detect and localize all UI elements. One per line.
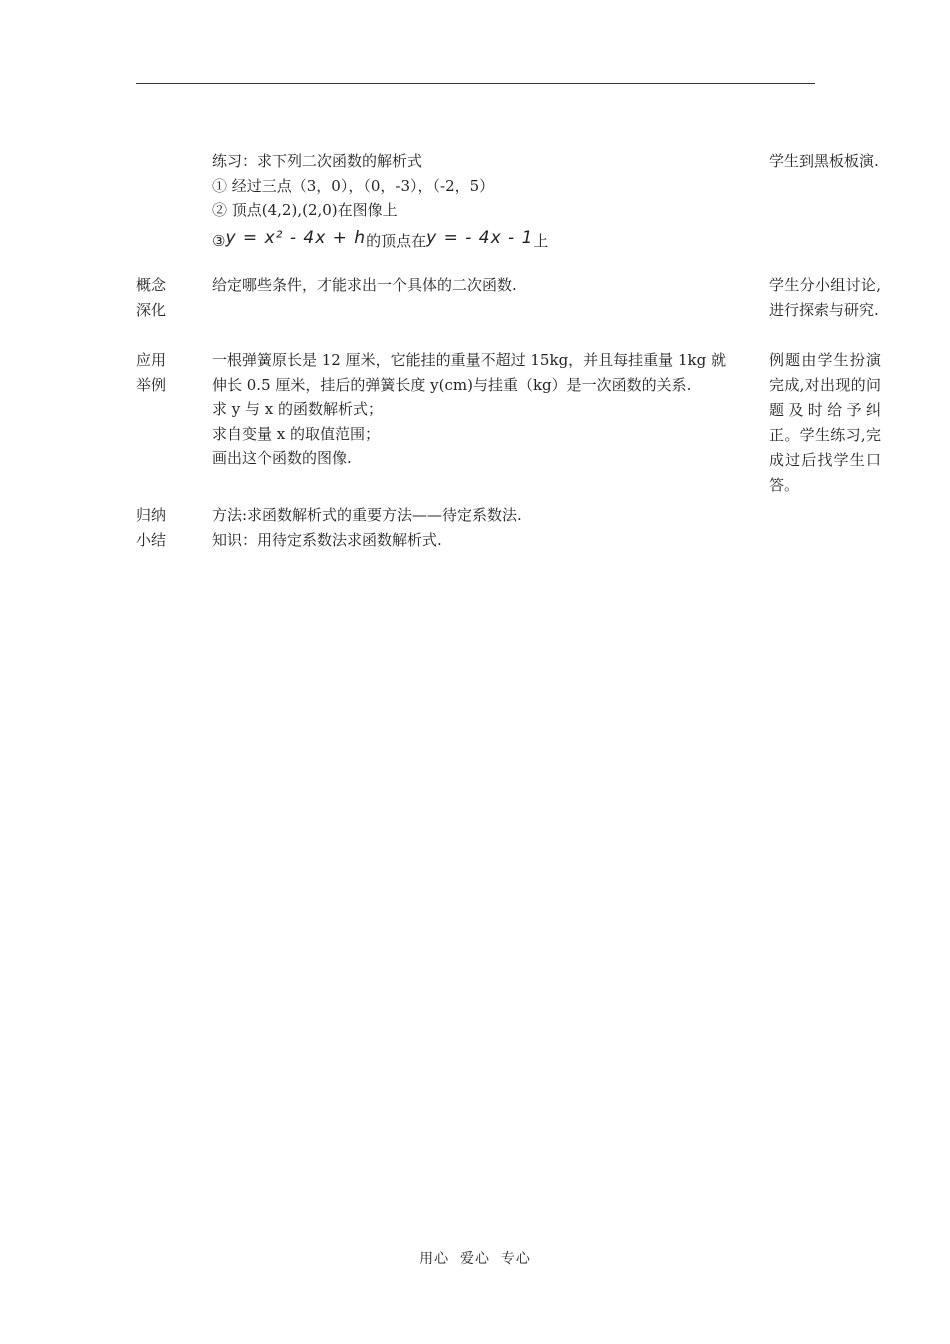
exercise-item-1: ① 经过三点（3，0），（0，-3），（-2，5） (212, 176, 495, 195)
exercise-item-3-end: 上 (533, 231, 549, 250)
apply-line-2: 伸长 0.5 厘米，挂后的弹簧长度 y(cm)与挂重（kg）是一次函数的关系. (212, 375, 692, 394)
deepen-notes: 学生分小组讨论,进行探索与研究. (769, 276, 881, 319)
exercise-notes: 学生到黑板板演. (769, 152, 879, 170)
summary-line-2: 知识：用待定系数法求函数解析式. (212, 530, 442, 549)
formula-line: y = - 4x - 1 (426, 227, 534, 248)
apply-line-1: 一根弹簧原长是 12 厘米，它能挂的重量不超过 15kg，并且每挂重量 1kg 就 (212, 351, 726, 369)
apply-line-5: 画出这个函数的图像. (212, 449, 352, 467)
exercise-title: 练习：求下列二次函数的解析式 (212, 152, 423, 170)
exercise-content (212, 149, 757, 257)
exercise-item-3-marker: ③ (212, 231, 226, 250)
summary-label: 归纳 小结 (136, 506, 167, 549)
page-footer: 用心 爱心 专心 (419, 1251, 531, 1267)
summary-content (212, 503, 757, 552)
deepen-content: 给定哪些条件，才能求出一个具体的二次函数. (212, 276, 517, 294)
exercise-item-3-mid: 的顶点在 (366, 231, 427, 250)
deepen-label: 概念 深化 (136, 276, 167, 319)
header-rule (136, 83, 815, 84)
apply-label: 应用 举例 (136, 351, 167, 394)
formula-parabola: y = x² - 4x + h (225, 227, 367, 248)
exercise-item-3 (212, 225, 757, 257)
exercise-item-2: ② 顶点(4,2),(2,0)在图像上 (212, 201, 398, 219)
summary-line-1: 方法:求函数解析式的重要方法——待定系数法. (212, 506, 522, 524)
apply-content (212, 348, 757, 471)
apply-notes: 例题由学生扮演完成,对出现的问题及时给予纠正。学生练习,完成过后找学生口答。 (769, 351, 881, 494)
apply-line-4: 求自变量 x 的取值范围； (212, 424, 380, 443)
apply-line-3: 求 y 与 x 的函数解析式； (212, 400, 384, 418)
